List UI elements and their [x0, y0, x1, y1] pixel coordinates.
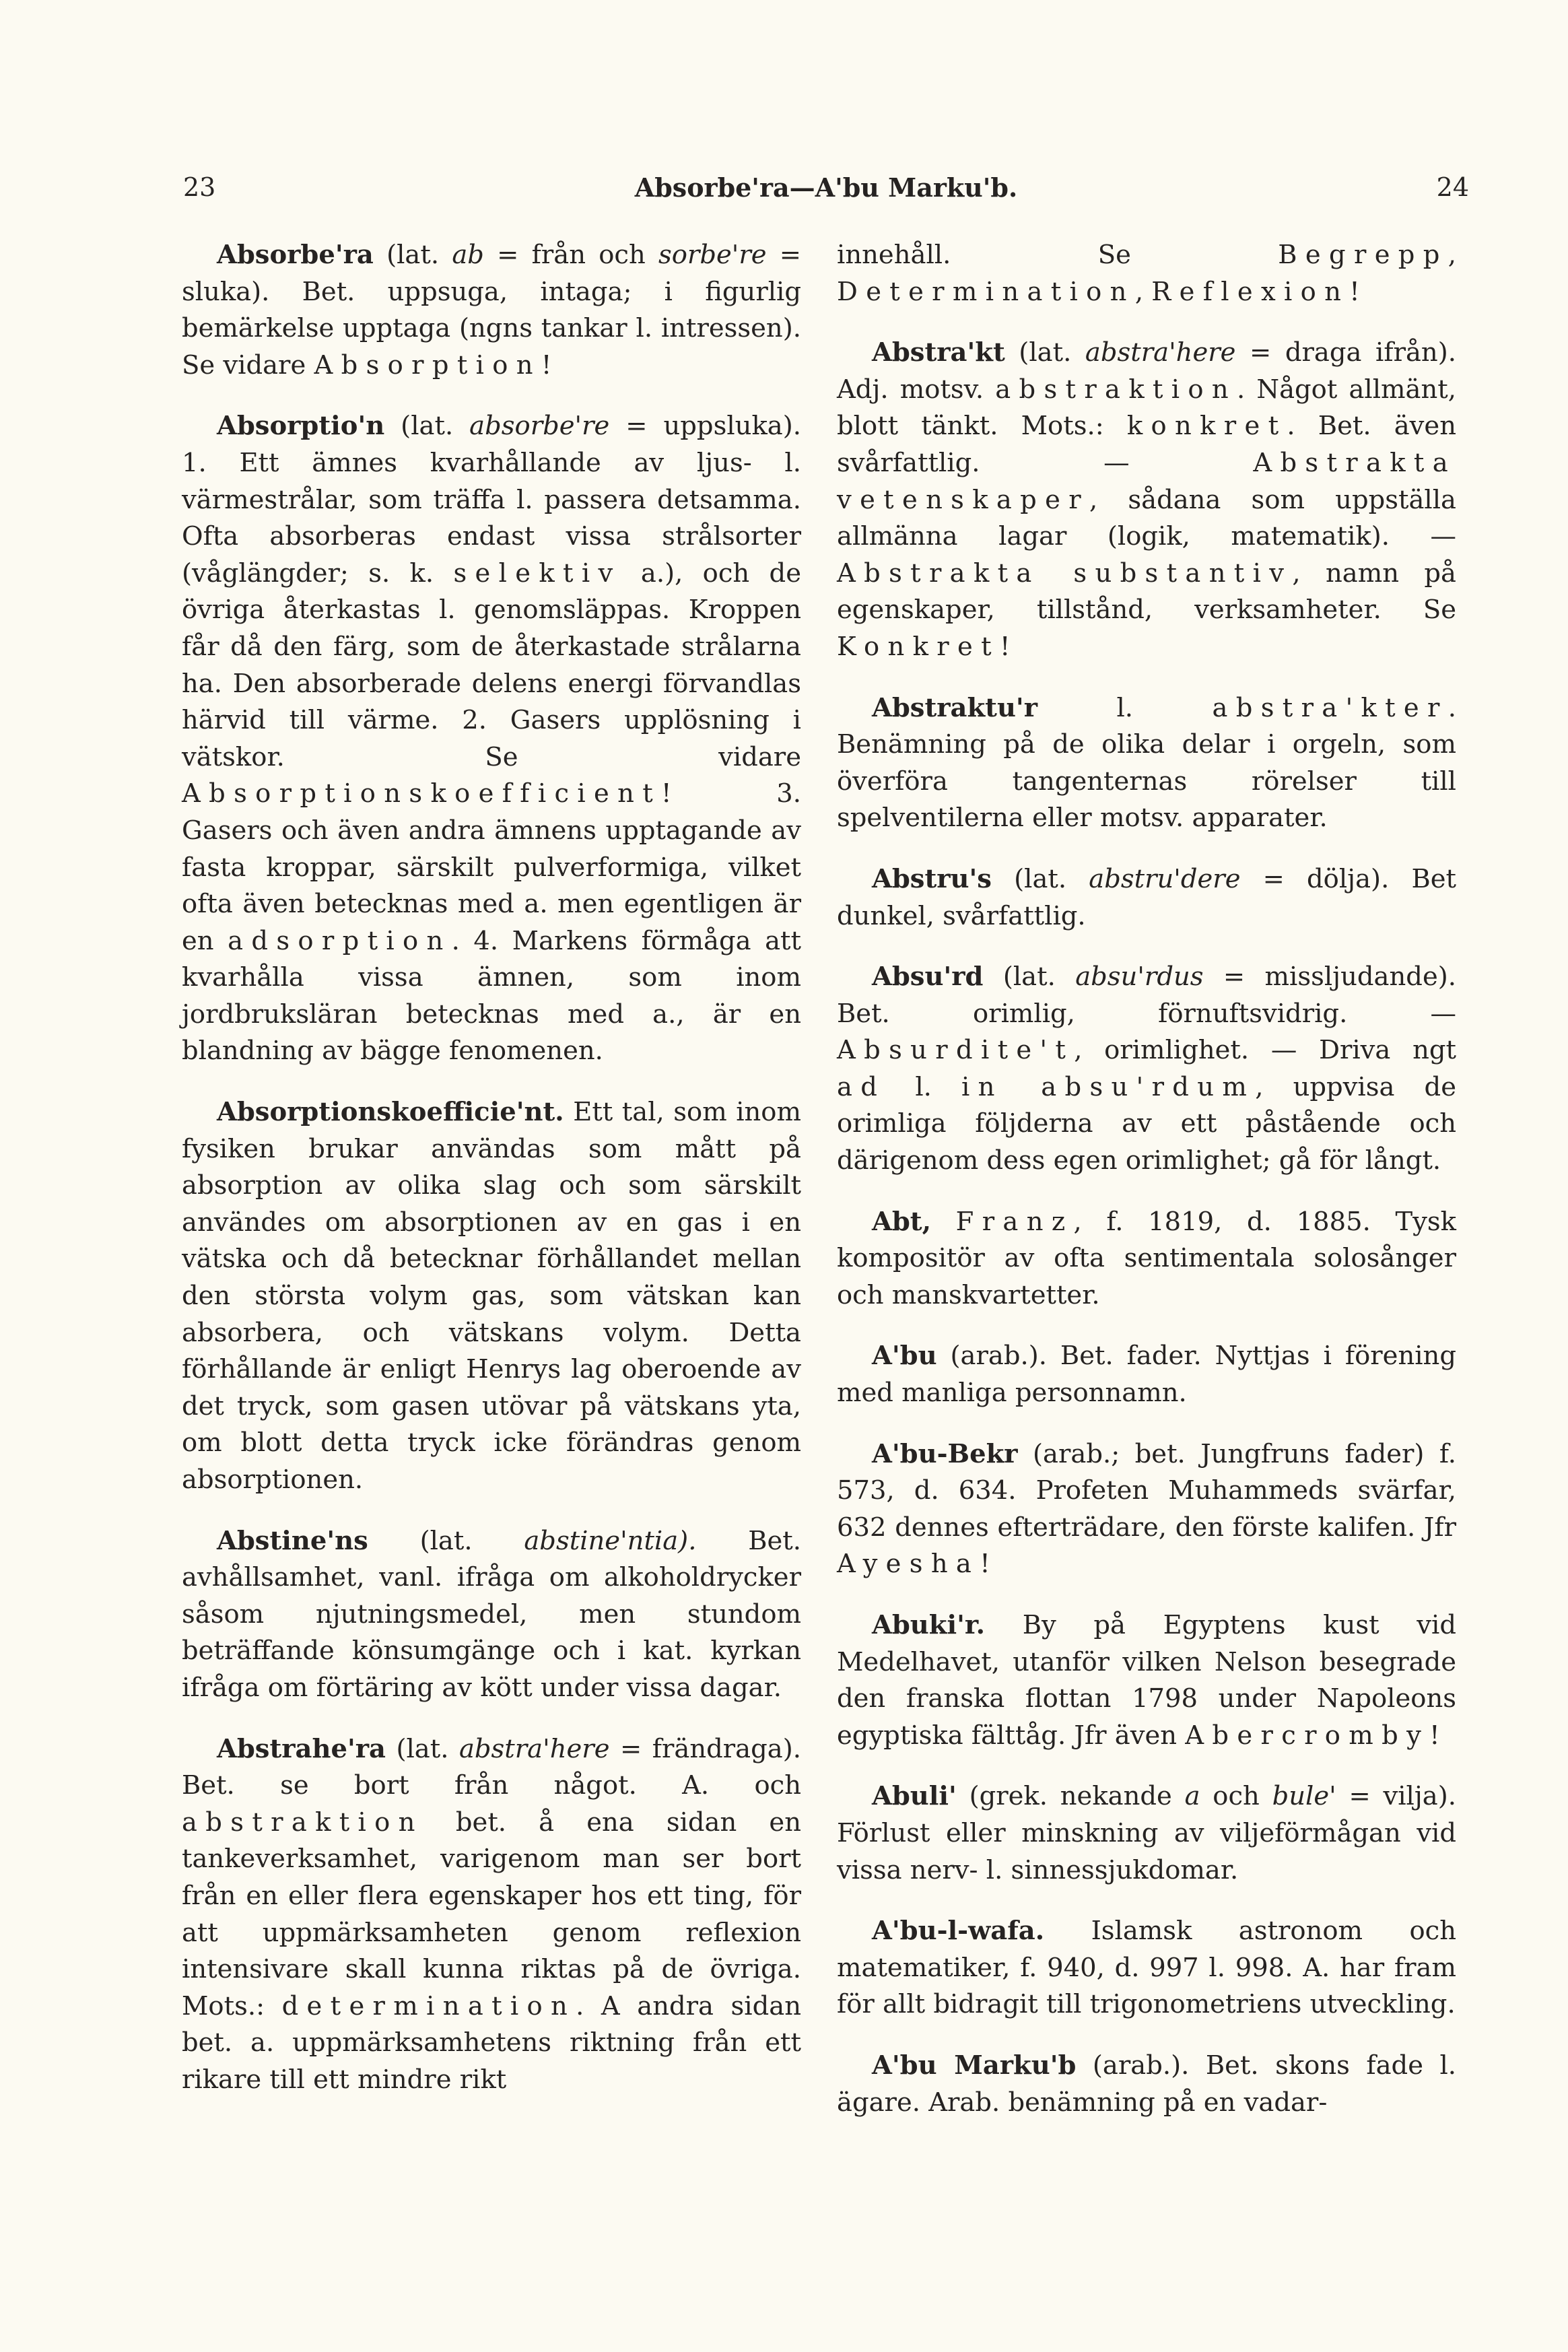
- entry-headword: A'bu-Bekr: [872, 1438, 1018, 1469]
- page-number-right: 24: [1436, 172, 1469, 202]
- spaced-term: Absorptionskoefficient: [182, 778, 662, 809]
- dictionary-entry: [837, 1204, 1456, 1314]
- entry-text: Ett tal, som inom fysiken brukar användas som mått på absorption av olika slag och som särskilt användes om absorptionen av en gas i en vätska och då betecknar förhållandet mellan den största volym gas, som vätskan kan absorbera, och vätskans volym. Detta förhållande är enligt Henrys lag oberoende av det tryck, som gasen utövar på vätskans yta, om blott detta tryck icke förändras genom absorptionen.: [182, 1097, 801, 1495]
- left-column: [182, 237, 801, 2123]
- entry-text: (arab.). Bet. skons fade l. ägare. Arab. benämning på en vadar-: [837, 2050, 1456, 2118]
- entry-text: Islamsk astronom och matematiker, f. 940, d. 997 l. 998. A. har fram för allt bidragit till trigonometriens utveckling.: [837, 1916, 1456, 2020]
- dictionary-entry: [837, 237, 1456, 310]
- entry-text: [931, 1207, 956, 1237]
- entry-text: = sluka). Bet. uppsuga, intaga; i figurlig bemärkelse upptaga (ngns tankar l. intressen). Se vidare: [182, 240, 802, 380]
- entry-text: !: [999, 631, 1011, 662]
- entry-text: l.: [885, 1071, 962, 1102]
- spaced-term: in absu'rdum: [961, 1071, 1256, 1102]
- entry-text: l.: [1037, 692, 1213, 723]
- dictionary-entry: [182, 237, 801, 384]
- dictionary-entry: [837, 690, 1456, 837]
- running-title: Absorbe'ra—A'bu Marku'b.: [634, 172, 1018, 203]
- italic-term: abstra'here: [1085, 337, 1236, 368]
- spaced-term: Konkret: [837, 631, 1000, 662]
- spaced-term: Absurdite't: [837, 1035, 1075, 1066]
- italic-term: abstra'here: [458, 1733, 610, 1764]
- entry-headword: Abstra'kt: [872, 337, 1005, 368]
- entry-text: Bet. avhållsamhet, vanl. ifråga om alkoholdrycker såsom njutningsmedel, men stundom beträffande könsumgänge och i kat. kyrkan ifråga om förtäring av kött under vissa dagar.: [182, 1525, 801, 1703]
- entry-text: , f. 1819, d. 1885. Tysk kompositör av ofta sentimentala solosånger och manskvartetter.: [837, 1206, 1456, 1310]
- entry-text: innehåll. Se: [837, 240, 1279, 270]
- spaced-term: adsorption: [228, 925, 452, 956]
- entry-text: = missljudande). Bet. orimlig, förnuftsvidrig. —: [837, 962, 1456, 1029]
- entry-text: = dölja). Bet dunkel, svårfattlig.: [837, 863, 1456, 931]
- spaced-term: Abstrakta substantiv: [837, 558, 1293, 589]
- page-number-left: 23: [183, 172, 216, 202]
- entry-text: (arab.). Bet. fader. Nyttjas i förening med manliga personnamn.: [837, 1341, 1456, 1409]
- entry-text: (lat.: [368, 1525, 524, 1556]
- entry-text: (grek. nekande: [956, 1781, 1185, 1812]
- entry-text: ,: [1447, 240, 1456, 270]
- entry-text: (lat.: [1004, 337, 1085, 368]
- entry-headword: Absorptionskoefficie'nt.: [217, 1097, 564, 1128]
- entry-text: By på Egyptens kust vid Medelhavet, utanför vilken Nelson besegrade den franska flottan 1798 under Napoleons egyptiska fälttåg. Jfr även: [837, 1610, 1456, 1751]
- italic-term: absu'rdus: [1075, 962, 1204, 993]
- entry-headword: Abstrahe'ra: [217, 1733, 386, 1764]
- entry-text: !: [541, 349, 552, 380]
- entry-text: !: [1429, 1720, 1440, 1751]
- entry-text: . Bet. även svårfattlig. —: [837, 411, 1456, 478]
- entry-headword: Absorptio'n: [217, 411, 385, 442]
- spaced-term: selektiv: [453, 558, 621, 589]
- italic-term: absorbe're: [469, 411, 610, 442]
- running-header: [183, 172, 1469, 213]
- entry-text: (lat.: [992, 863, 1089, 894]
- entry-headword: Abuki'r.: [872, 1610, 986, 1640]
- spaced-term: Abstrakta vetenskaper: [837, 447, 1456, 515]
- entry-text: (lat.: [373, 240, 452, 270]
- entry-text: = vilja). Förlust eller minskning av viljeförmågan vid vissa nerv- l. sinnessjukdomar.: [837, 1781, 1456, 1885]
- dictionary-entry: [837, 959, 1456, 1180]
- entry-text: , uppvisa de orimliga följderna av ett påstående och därigenom dess egen orimlighet; gå för långt.: [837, 1071, 1456, 1176]
- dictionary-entry: [837, 1778, 1456, 1889]
- entry-text: ! 3. Gasers och även andra ämnens upptagande av fasta kroppar, särskilt pulverformiga, vilket ofta även betecknas med a. men egentligen är en: [182, 778, 801, 956]
- italic-term: abstine'ntia).: [524, 1525, 697, 1556]
- entry-text: . Benämning på de olika delar i orgeln, som överföra tangenternas rörelser till spelventilerna eller motsv. apparater.: [837, 692, 1456, 834]
- entry-text: , orimlighet. — Driva ngt: [1074, 1035, 1456, 1066]
- entry-text: (arab.; bet. Jungfruns fader) f. 573, d. 634. Profeten Muhammeds svärfar, 632 dennes efterträdare, den förste kalifen. Jfr: [837, 1438, 1456, 1543]
- entry-text: = uppsluka). 1. Ett ämnes kvarhållande av ljus- l. värmestrålar, som träffa l. passera detsamma. Ofta absorberas endast vissa strålsorter (våglängder; s. k.: [182, 411, 801, 589]
- entry-text: a.), och de övriga återkastas l. genomsläppas. Kroppen får då den färg, som de återkastade strålarna ha. Den absorberade delens energi förvandlas härvid till värme. 2. Gasers upplösning i vätskor. Se vidare: [182, 558, 801, 772]
- entry-headword: A'bu Marku'b: [872, 2050, 1077, 2081]
- entry-text: . A andra sidan bet. a. uppmärksamhetens riktning från ett rikare till ett mindre rikt: [182, 1990, 801, 2095]
- entry-text: och: [1200, 1781, 1272, 1812]
- entry-headword: A'bu: [872, 1341, 937, 1372]
- spaced-term: Ayesha: [837, 1549, 980, 1580]
- entry-headword: Absu'rd: [872, 962, 984, 993]
- spaced-term: abstra'kter: [1212, 692, 1448, 723]
- spaced-term: konkret: [1126, 411, 1287, 442]
- entry-text: = draga ifrån). Adj. motsv.: [837, 337, 1456, 405]
- italic-term: sorbe're: [658, 240, 767, 270]
- entry-text: . Något allmänt, blott tänkt. Mots.:: [837, 374, 1456, 442]
- entry-text: (lat.: [983, 962, 1076, 993]
- entry-text: = frändraga). Bet. se bort från något. A. och: [182, 1733, 801, 1801]
- right-column: [837, 237, 1456, 2145]
- spaced-term: Franz: [955, 1206, 1074, 1237]
- italic-term: bule': [1272, 1781, 1336, 1812]
- entry-text: (lat.: [384, 411, 470, 442]
- entry-headword: Abstru's: [872, 863, 992, 894]
- entry-text: . 4. Markens förmåga att kvarhålla vissa ämnen, som inom jordbruksläran betecknas med a., är en blandning av bägge fenomenen.: [182, 925, 801, 1067]
- entry-headword: A'bu-l-wafa.: [872, 1916, 1045, 1947]
- spaced-term: Abercromby: [1185, 1720, 1430, 1751]
- dictionary-entry: [182, 408, 801, 1070]
- entry-text: ,: [1134, 276, 1152, 307]
- dictionary-entry: [837, 861, 1456, 935]
- entry-headword: Abstine'ns: [217, 1525, 368, 1556]
- spaced-term: Absorption: [314, 349, 541, 380]
- entry-headword: Abuli': [872, 1781, 957, 1812]
- spaced-term: determination: [281, 1990, 576, 2021]
- dictionary-entry: [837, 1436, 1456, 1583]
- entry-text: , sådana som uppställa allmänna lagar (logik, matematik). —: [837, 484, 1456, 552]
- dictionary-entry: [182, 1523, 801, 1707]
- dictionary-entry: [182, 1731, 801, 2099]
- italic-term: ab: [452, 240, 484, 270]
- entry-headword: Abstraktu'r: [872, 692, 1038, 723]
- italic-term: a: [1184, 1781, 1200, 1812]
- entry-text: !: [1349, 276, 1360, 307]
- entry-text: bet. å ena sidan en tankeverksamhet, varigenom man ser bort från en eller flera egenskaper hos ett ting, för att uppmärksamheten genom reflexion intensivare skall kunna riktas på de övriga. Mots.:: [182, 1807, 801, 2021]
- dictionary-entry: [837, 1338, 1456, 1411]
- spaced-term: Determination: [837, 276, 1135, 307]
- dictionary-entry: [837, 1607, 1456, 1754]
- dictionary-entry: [837, 335, 1456, 665]
- entry-headword: Abt,: [872, 1206, 931, 1237]
- spaced-term: abstraktion: [182, 1807, 423, 1838]
- entry-text: = från och: [483, 240, 658, 270]
- italic-term: abstru'dere: [1089, 863, 1241, 894]
- entry-text: , namn på egenskaper, tillstånd, verksamheter. Se: [837, 558, 1457, 626]
- entry-text: !: [980, 1549, 990, 1580]
- dictionary-entry: [837, 2048, 1456, 2121]
- spaced-term: abstraktion: [995, 374, 1237, 405]
- spaced-term: ad: [837, 1071, 886, 1102]
- spaced-term: Reflexion: [1151, 276, 1350, 307]
- entry-text: (lat.: [385, 1733, 459, 1764]
- spaced-term: Begrepp: [1278, 240, 1448, 270]
- dictionary-entry: [182, 1094, 801, 1499]
- dictionary-entry: [837, 1913, 1456, 2023]
- entry-headword: Absorbe'ra: [217, 240, 374, 270]
